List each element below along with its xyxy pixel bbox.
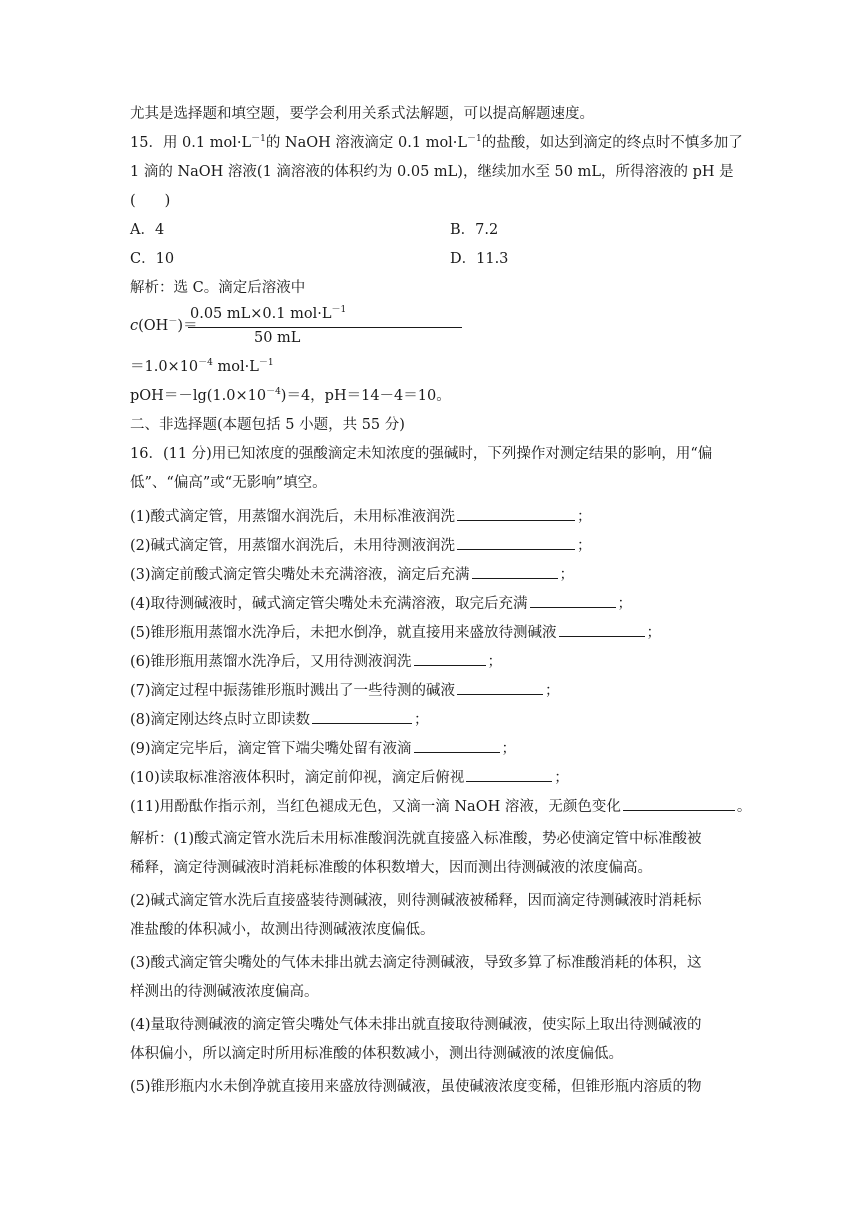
option-d: D．11.3 <box>450 251 509 267</box>
answer-blank[interactable] <box>559 622 645 637</box>
solution-5-line-1: (5)锥形瓶内水未倒净就直接用来盛放待测碱液，虽使碱液浓度变稀，但锥形瓶内溶质的物 <box>130 1079 702 1095</box>
solution-1-line-2: 稀释，滴定待测碱液时消耗标准酸的体积数增大，因而测出待测碱液的浓度偏高。 <box>130 860 652 876</box>
answer-blank[interactable] <box>472 564 558 579</box>
answer-blank[interactable] <box>530 593 616 608</box>
solution-15-intro: 解析：选 C。滴定后溶液中 <box>130 280 306 296</box>
fraction-bar <box>188 327 462 328</box>
poh-line: $pOH=-\lg(1.0\times 10^{-4})=4$，pH＝14－4＝10。 <box>130 387 451 404</box>
question-15-line-3: ( ) <box>130 193 171 209</box>
item-6: (6)锥形瓶用蒸馏水洗净后，又用待测液润洗 ； <box>130 651 502 672</box>
formula-lhs: c(OH－)＝ <box>130 317 198 334</box>
item-7: (7)滴定过程中振荡锥形瓶时溅出了一些待测的碱液 ； <box>130 680 560 701</box>
solution-4-line-1: (4)量取待测碱液的滴定管尖嘴处气体未排出就直接取待测碱液，使实际上取出待测碱液的 <box>130 1017 702 1033</box>
item-5: (5)锥形瓶用蒸馏水洗净后，未把水倒净，就直接用来盛放待测碱液 ； <box>130 622 661 643</box>
option-b: B．7.2 <box>450 222 499 238</box>
item-1: (1)酸式滴定管，用蒸馏水润洗后，未用标准液润洗 ； <box>130 506 592 527</box>
item-9: (9)滴定完毕后，滴定管下端尖嘴处留有液滴 ； <box>130 738 516 759</box>
question-15-line-2: 1 滴的 NaOH 溶液(1 滴溶液的体积约为 0.05 mL)，继续加水至 50 mL，所得溶液的 pH 是 <box>130 164 734 180</box>
formula-denominator: 50 mL <box>254 330 301 346</box>
item-2: (2)碱式滴定管，用蒸馏水润洗后，未用待测液润洗 ； <box>130 535 592 556</box>
answer-blank[interactable] <box>623 796 735 811</box>
item-3: (3)滴定前酸式滴定管尖嘴处未充满溶液，滴定后充满 ； <box>130 564 574 585</box>
solution-2-line-1: (2)碱式滴定管水洗后直接盛装待测碱液，则待测碱液被稀释，因而滴定待测碱液时消耗标 <box>130 893 702 909</box>
item-11: (11)用酚酞作指示剂，当红色褪成无色，又滴一滴 NaOH 溶液，无颜色变化 。 <box>130 796 751 817</box>
option-a: A．4 <box>130 222 165 238</box>
answer-blank[interactable] <box>414 738 500 753</box>
question-16-line-2: 低”、“偏高”或“无影响”填空。 <box>130 475 327 491</box>
answer-blank[interactable] <box>414 651 486 666</box>
question-16-line-1: 16．(11 分)用已知浓度的强酸滴定未知浓度的强碱时，下列操作对测定结果的影响，用“偏 <box>130 446 713 462</box>
answer-blank[interactable] <box>457 680 543 695</box>
solution-2-line-2: 准盐酸的体积减小，故测出待测碱液浓度偏低。 <box>130 922 435 938</box>
section-2-heading: 二、非选择题(本题包括 5 小题，共 55 分) <box>130 417 405 433</box>
item-8: (8)滴定刚达终点时立即读数 ； <box>130 709 429 730</box>
option-c: C．10 <box>130 251 175 267</box>
item-10: (10)读取标准溶液体积时，滴定前仰视，滴定后俯视 ； <box>130 767 569 788</box>
result-line: $=1.0\times 10^{-4}$ $mol\cdot L^{-1}$ <box>130 358 274 375</box>
item-4: (4)取待测碱液时，碱式滴定管尖嘴处未充满溶液，取完后充满 ； <box>130 593 632 614</box>
text-line: 尤其是选择题和填空题，要学会利用关系式法解题，可以提高解题速度。 <box>130 106 594 122</box>
formula-numerator: 0.05 mL×0.1 $mol\cdot L^{-1}$ <box>190 305 347 322</box>
solution-3-line-1: (3)酸式滴定管尖嘴处的气体未排出就去滴定待测碱液，导致多算了标准酸消耗的体积，这 <box>130 955 702 971</box>
answer-blank[interactable] <box>466 767 552 782</box>
solution-1-line-1: 解析：(1)酸式滴定管水洗后未用标准酸润洗就直接盛入标准酸，势必使滴定管中标准酸被 <box>130 831 702 847</box>
question-15-line-1: 15．用 0.1 $mol\cdot L^{-1}$的 NaOH 溶液滴定 0.1 $mol\cdot L^{-1}$的盐酸，如达到滴定的终点时不慎多加了 <box>130 134 743 151</box>
answer-blank[interactable] <box>457 506 575 521</box>
solution-4-line-2: 体积偏小，所以滴定时所用标准酸的体积数减小，测出待测碱液的浓度偏低。 <box>130 1046 623 1062</box>
solution-3-line-2: 样测出的待测碱液浓度偏高。 <box>130 984 319 1000</box>
answer-blank[interactable] <box>457 535 575 550</box>
answer-blank[interactable] <box>312 709 412 724</box>
